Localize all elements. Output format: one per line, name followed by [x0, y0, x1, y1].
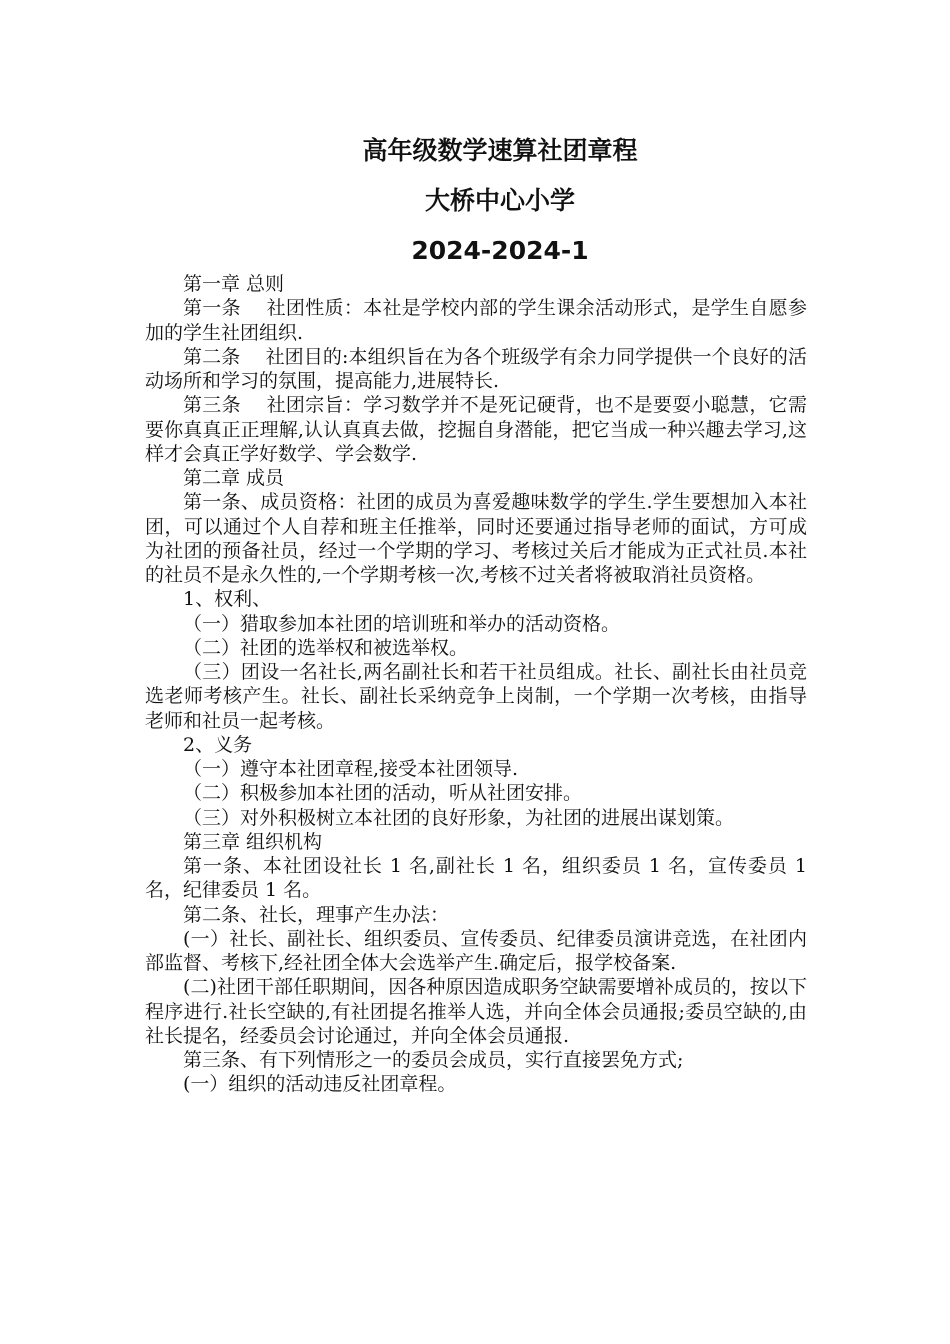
school-year: 2024-2024-1	[411, 236, 589, 265]
chapter-heading: 第二章 成员	[183, 467, 285, 489]
article-paragraph: 第三条、有下列情形之一的委员会成员，实行直接罢免方式;	[183, 1049, 684, 1071]
list-item: （三）团设一名社长,两名副社长和若干社员组成。社长、副社长由社员竞选老师考核产生。社长、副社长采纳竞争上岗制，一个学期一次考核，由指导老师和社员一起考核。	[145, 661, 807, 732]
chapter-heading: 第一章 总则	[183, 273, 285, 295]
list-item: （三）对外积极树立本社团的良好形象，为社团的进展出谋划策。	[183, 806, 735, 829]
article-paragraph: 第二条、社长，理事产生办法：	[183, 903, 450, 926]
article-paragraph: 第一条、本社团设社长 1 名,副社长 1 名，组织委员 1 名，宣传委员 1 名，纪律委员 1 名。	[145, 855, 807, 902]
document-title: 高年级数学速算社团章程	[362, 136, 638, 165]
list-item: (一）组织的活动违反社团章程。	[183, 1073, 457, 1096]
list-item: （二）积极参加本社团的活动，听从社团安排。	[183, 782, 583, 805]
list-item: (二)社团干部任职期间，因各种原因造成职务空缺需要增补成员的，按以下程序进行.社长空缺的,有社团提名推举人选，并向全体会员通报;委员空缺的,由社长提名，经委员会讨论通过，并向全体会员通报.	[145, 976, 807, 1047]
list-item: （二）社团的选举权和被选举权。	[183, 636, 469, 659]
list-item: （一）遵守本社团章程,接受本社团领导.	[183, 758, 519, 780]
list-item: (一）社长、副社长、组织委员、宣传委员、纪律委员演讲竞选，在社团内部监督、考核下,经社团全体大会选举产生.确定后，报学校备案.	[145, 927, 807, 974]
section-heading: 1、权利、	[183, 588, 272, 611]
article-paragraph: 第二条 社团目的:本组织旨在为各个班级学有余力同学提供一个良好的活动场所和学习的氛围，提高能力,进展特长.	[145, 345, 807, 392]
document-body	[145, 272, 807, 1097]
section-heading: 2、义务	[183, 733, 253, 756]
article-paragraph: 第一条 社团性质：本社是学校内部的学生课余活动形式，是学生自愿参加的学生社团组织.	[145, 297, 807, 344]
article-paragraph: 第一条、成员资格：社团的成员为喜爱趣味数学的学生.学生要想加入本社团，可以通过个人自荐和班主任推举，同时还要通过指导老师的面试，方可成为社团的预备社员，经过一个学期的学习、考核过关后才能成为正式社员.本社的社员不是永久性的,一个学期考核一次,考核不过关者将被取消社员资格。	[145, 491, 807, 586]
list-item: （一）猎取参加本社团的培训班和举办的活动资格。	[183, 612, 621, 635]
school-name: 大桥中心小学	[424, 186, 575, 215]
chapter-heading: 第三章 组织机构	[183, 830, 323, 853]
article-paragraph: 第三条 社团宗旨：学习数学并不是死记硬背，也不是要耍小聪慧，它需要你真真正正理解,认认真真去做，挖掘自身潜能，把它当成一种兴趣去学习,这样才会真正学好数学、学会数学.	[145, 394, 807, 465]
